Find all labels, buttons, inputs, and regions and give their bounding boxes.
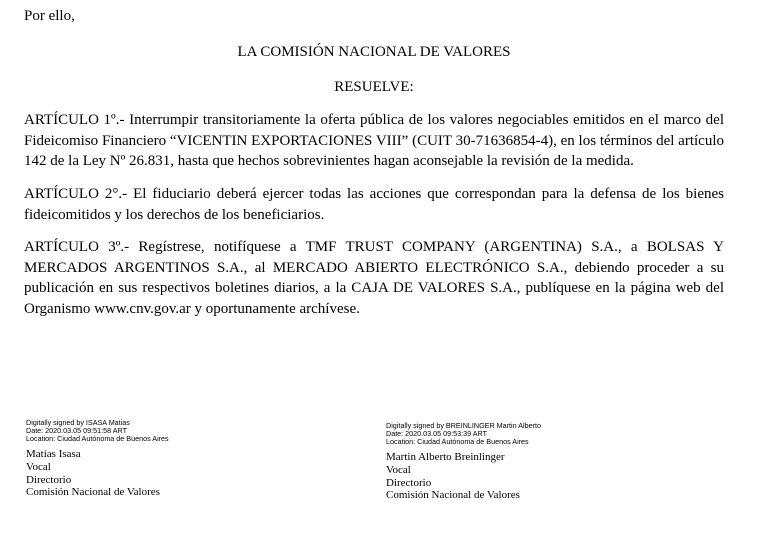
document-heading: LA COMISIÓN NACIONAL DE VALORES [237,44,511,60]
digital-signature-stamp [386,422,541,446]
digital-signature-stamp [26,419,169,443]
digital-signed-by: Digitally signed by ISASA Matias [26,418,130,427]
digital-signature-date: Date: 2020.03.05 09:53:39 ART [386,429,487,438]
signer-organization: Comisión Nacional de Valores [386,489,520,502]
digital-signed-by: Digitally signed by BREINLINGER Martin Alberto [386,421,541,430]
article-3: ARTÍCULO 3º.- Regístrese, notifíquese a TMF TRUST COMPANY (ARGENTINA) S.A., a BOLSAS Y MERCADOS ARGENTINOS S.A., al MERCADO ABIERTO ELECTRÓNICO S.A., debiendo proceder a su publicación en sus respectivos boletines diarios, a la CAJA DE VALORES S.A., publíquese en la página web del Organismo www.cnv.gov.ar y oportunamente archívese. [24,239,724,317]
signer-details [386,451,541,502]
digital-signature-location: Location: Ciudad Autónoma de Buenos Aires [386,437,529,446]
signature-block [26,419,169,499]
digital-signature-date: Date: 2020.03.05 09:51:58 ART [26,426,127,435]
signer-role: Vocal [386,463,411,476]
article-2: ARTÍCULO 2°.- El fiduciario deberá ejercer todas las acciones que correspondan para la defensa de los bienes fideicomitidos y los derechos de los beneficiarios. [24,186,724,223]
document-subheading: RESUELVE: [334,79,414,95]
signature-block [386,422,541,502]
signer-organization: Comisión Nacional de Valores [26,486,160,499]
signer-name: Matías Isasa [26,448,81,460]
signer-role: Vocal [26,460,51,473]
signer-board: Directorio [26,473,72,486]
digital-signature-location: Location: Ciudad Autónoma de Buenos Aires [26,434,169,443]
signer-board: Directorio [386,476,432,489]
article-1: ARTÍCULO 1º.- Interrumpir transitoriamente la oferta pública de los valores negociables emitidos en el marco del Fideicomiso Financiero “VICENTIN EXPORTACIONES VIII” (CUIT 30-71636854-4), en los términos del artículo 142 de la Ley Nº 26.831, hasta que hechos sobrevinientes hagan aconsejable la revisión de la medida. [24,112,724,169]
signer-details [26,448,169,499]
signer-name: Martin Alberto Breinlinger [386,451,505,463]
intro-text: Por ello, [24,8,75,24]
